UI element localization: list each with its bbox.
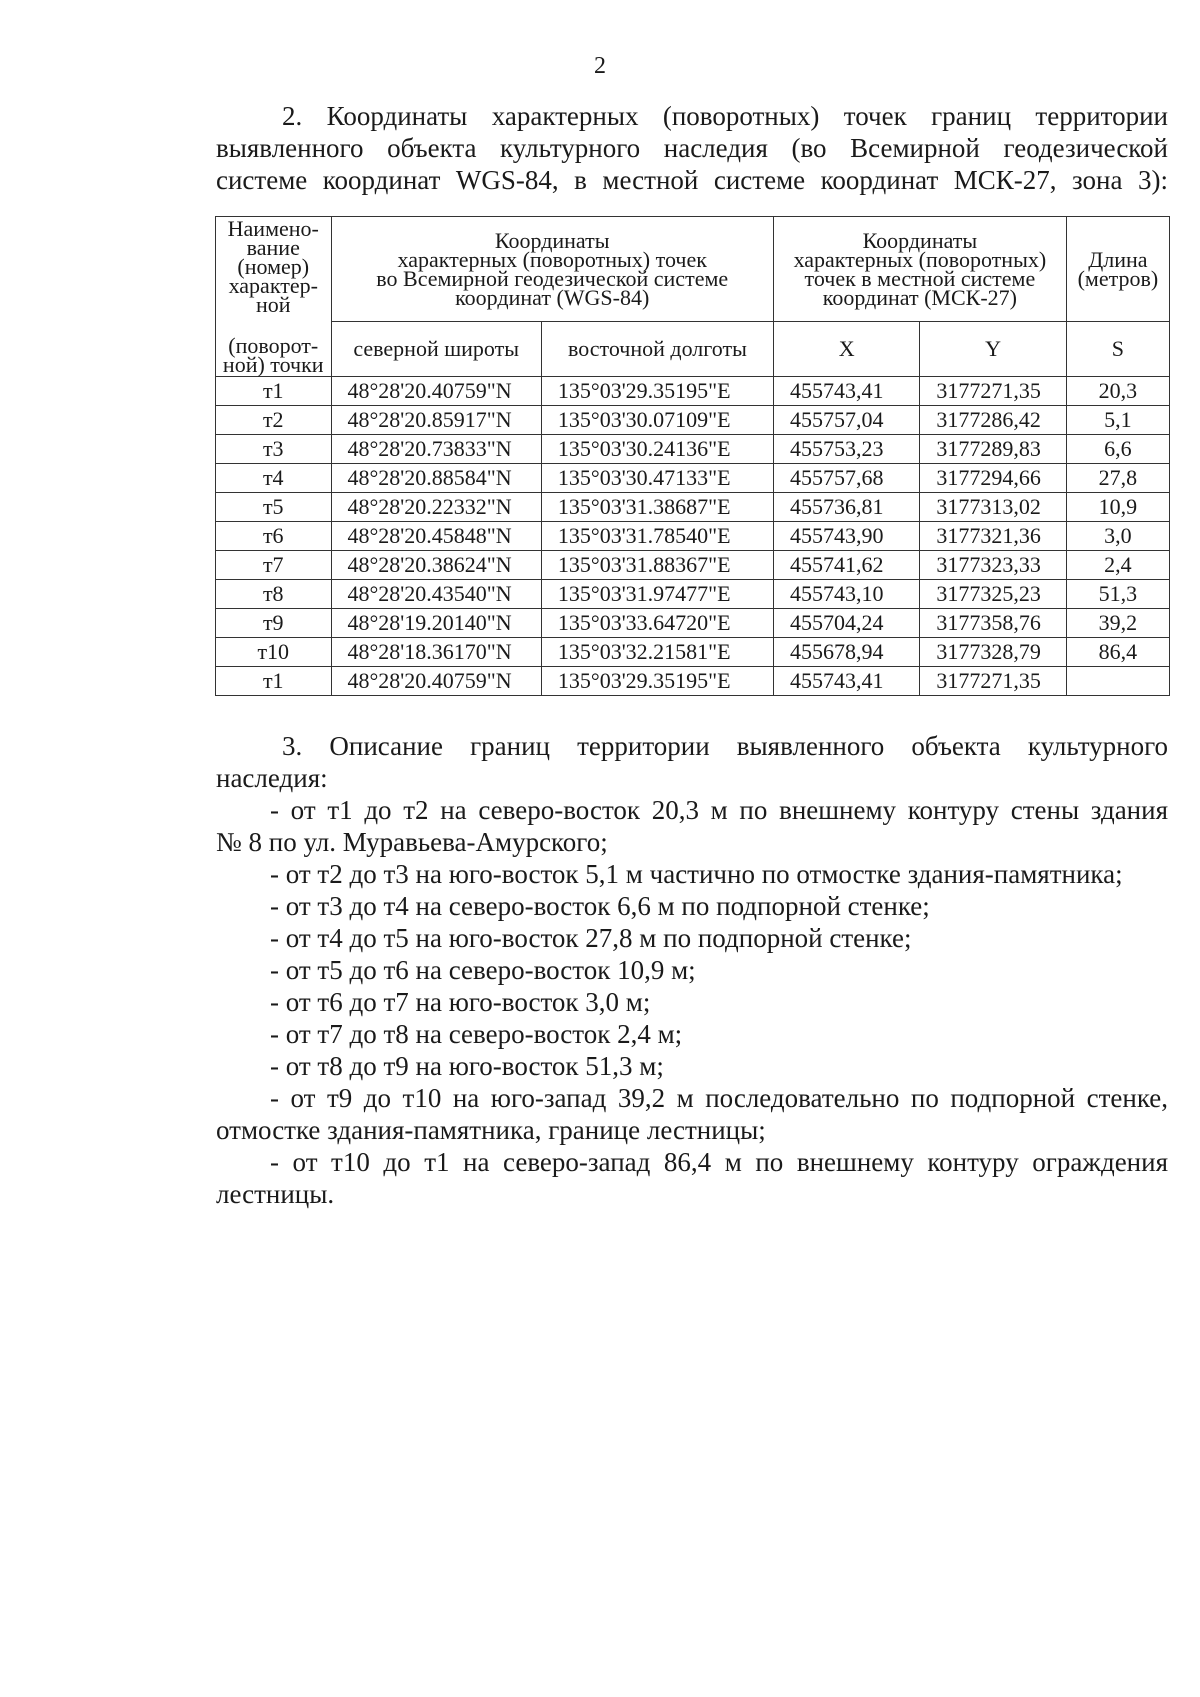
cell-point-name: т1	[216, 667, 332, 696]
cell-x: 455757,04	[773, 406, 919, 435]
cell-x: 455736,81	[773, 493, 919, 522]
header-msk-line: Координаты	[862, 227, 978, 253]
table-row	[216, 580, 1170, 609]
boundary-item: - от т1 до т2 на северо-восток 20,3 м по внешнему контуру стены здания	[270, 795, 1168, 825]
cell-point-name: т5	[216, 493, 332, 522]
table-row	[216, 522, 1170, 551]
cell-x: 455753,23	[773, 435, 919, 464]
cell-y: 3177289,83	[920, 435, 1066, 464]
header-name-line: вание	[246, 235, 300, 260]
coordinates-table	[215, 216, 1170, 696]
boundary-item: - от т4 до т5 на юго-восток 27,8 м по подпорной стенке;	[270, 923, 912, 953]
cell-y: 3177321,36	[920, 522, 1066, 551]
cell-x: 455743,41	[773, 377, 919, 406]
cell-point-name: т3	[216, 435, 332, 464]
cell-x: 455743,41	[773, 667, 919, 696]
section-2-line-2: выявленного объекта культурного наследия (во Всемирной геодезической	[216, 133, 1168, 163]
cell-latitude: 48°28'20.73833"N	[331, 435, 541, 464]
cell-longitude: 135°03'30.24136"E	[541, 435, 773, 464]
subheader-latitude: северной широты	[331, 321, 541, 376]
header-msk27	[773, 217, 1066, 322]
subheader-longitude: восточной долготы	[541, 321, 773, 376]
cell-length: 39,2	[1066, 609, 1169, 638]
header-name-line: Наимено-	[227, 216, 319, 241]
cell-x: 455741,62	[773, 551, 919, 580]
cell-x: 455704,24	[773, 609, 919, 638]
boundary-item: - от т10 до т1 на северо-запад 86,4 м по внешнему контуру ограждения	[270, 1147, 1168, 1177]
boundary-item: - от т7 до т8 на северо-восток 2,4 м;	[270, 1019, 683, 1049]
header-length-line: Длина	[1088, 246, 1148, 272]
boundary-item-continuation: отмостке здания-памятника, границе лестницы;	[216, 1115, 766, 1145]
table-row	[216, 551, 1170, 580]
cell-y: 3177325,23	[920, 580, 1066, 609]
cell-point-name: т9	[216, 609, 332, 638]
cell-y: 3177358,76	[920, 609, 1066, 638]
cell-length: 2,4	[1066, 551, 1169, 580]
header-length	[1066, 217, 1169, 322]
cell-length: 20,3	[1066, 377, 1169, 406]
cell-point-name: т1	[216, 377, 332, 406]
header-name-line: ной	[255, 292, 291, 317]
header-name-line: характер-	[228, 273, 318, 298]
table-subheader-row	[216, 321, 1170, 376]
cell-y: 3177313,02	[920, 493, 1066, 522]
cell-x: 455678,94	[773, 638, 919, 667]
section-2-line-3: системе координат WGS-84, в местной системе координат МСК-27, зона 3):	[216, 165, 1168, 195]
table-row	[216, 609, 1170, 638]
cell-latitude: 48°28'18.36170"N	[331, 638, 541, 667]
table-row	[216, 464, 1170, 493]
cell-length: 5,1	[1066, 406, 1169, 435]
header-point-name	[216, 217, 332, 377]
section-3-title-line-1: 3. Описание границ территории выявленного объекта культурного	[282, 731, 1168, 761]
cell-y: 3177328,79	[920, 638, 1066, 667]
cell-latitude: 48°28'20.22332"N	[331, 493, 541, 522]
table-row	[216, 493, 1170, 522]
boundary-item-continuation: лестницы.	[216, 1179, 335, 1209]
cell-y: 3177271,35	[920, 667, 1066, 696]
table-row	[216, 377, 1170, 406]
cell-point-name: т6	[216, 522, 332, 551]
header-name-line: (номер)	[237, 254, 310, 279]
cell-point-name: т4	[216, 464, 332, 493]
boundary-item: - от т2 до т3 на юго-восток 5,1 м частично по отмостке здания-памятника;	[270, 859, 1123, 889]
cell-length: 10,9	[1066, 493, 1169, 522]
header-name-line: (поворот-	[228, 333, 319, 358]
table-row	[216, 667, 1170, 696]
cell-longitude: 135°03'32.21581"E	[541, 638, 773, 667]
cell-y: 3177286,42	[920, 406, 1066, 435]
boundary-item-continuation: № 8 по ул. Муравьева-Амурского;	[216, 827, 608, 857]
boundary-item: - от т3 до т4 на северо-восток 6,6 м по подпорной стенке;	[270, 891, 930, 921]
cell-y: 3177323,33	[920, 551, 1066, 580]
table-header-row	[216, 217, 1170, 322]
cell-point-name: т7	[216, 551, 332, 580]
cell-x: 455757,68	[773, 464, 919, 493]
cell-latitude: 48°28'20.45848"N	[331, 522, 541, 551]
boundary-item: - от т9 до т10 на юго-запад 39,2 м последовательно по подпорной стенке,	[270, 1083, 1168, 1113]
header-wgs-line: во Всемирной геодезической системе	[376, 265, 729, 291]
cell-y: 3177294,66	[920, 464, 1066, 493]
header-wgs-line: характерных (поворотных) точек	[397, 246, 707, 272]
section-3-description	[216, 730, 1168, 1210]
cell-latitude: 48°28'20.88584"N	[331, 464, 541, 493]
cell-longitude: 135°03'31.97477"E	[541, 580, 773, 609]
header-wgs-line: Координаты	[494, 227, 610, 253]
cell-length: 27,8	[1066, 464, 1169, 493]
table-row	[216, 406, 1170, 435]
header-msk-line: координат (МСК-27)	[822, 284, 1017, 310]
section-3-title-line-2: наследия:	[216, 763, 328, 793]
boundary-item: - от т5 до т6 на северо-восток 10,9 м;	[270, 955, 696, 985]
cell-point-name: т10	[216, 638, 332, 667]
cell-latitude: 48°28'20.40759"N	[331, 667, 541, 696]
cell-latitude: 48°28'19.20140"N	[331, 609, 541, 638]
subheader-y: Y	[920, 321, 1066, 376]
cell-longitude: 135°03'31.38687"E	[541, 493, 773, 522]
header-msk-line: характерных (поворотных)	[793, 246, 1047, 272]
cell-length: 51,3	[1066, 580, 1169, 609]
cell-x: 455743,90	[773, 522, 919, 551]
cell-latitude: 48°28'20.40759"N	[331, 377, 541, 406]
cell-longitude: 135°03'33.64720"E	[541, 609, 773, 638]
cell-latitude: 48°28'20.85917"N	[331, 406, 541, 435]
subheader-x: X	[773, 321, 919, 376]
header-length-line: (метров)	[1077, 265, 1159, 291]
cell-longitude: 135°03'29.35195"E	[541, 667, 773, 696]
table-row	[216, 638, 1170, 667]
cell-x: 455743,10	[773, 580, 919, 609]
header-wgs-line: координат (WGS-84)	[455, 284, 650, 310]
cell-longitude: 135°03'29.35195"E	[541, 377, 773, 406]
page-number: 2	[594, 53, 606, 79]
cell-length: 86,4	[1066, 638, 1169, 667]
header-wgs84	[331, 217, 773, 322]
cell-longitude: 135°03'31.88367"E	[541, 551, 773, 580]
subheader-s: S	[1066, 321, 1169, 376]
cell-length	[1066, 667, 1169, 696]
cell-y: 3177271,35	[920, 377, 1066, 406]
cell-point-name: т2	[216, 406, 332, 435]
boundary-item: - от т6 до т7 на юго-восток 3,0 м;	[270, 987, 651, 1017]
header-msk-line: точек в местной системе	[804, 265, 1036, 291]
cell-length: 3,0	[1066, 522, 1169, 551]
cell-longitude: 135°03'31.78540"E	[541, 522, 773, 551]
cell-latitude: 48°28'20.43540"N	[331, 580, 541, 609]
boundary-item: - от т8 до т9 на юго-восток 51,3 м;	[270, 1051, 664, 1081]
table-row	[216, 435, 1170, 464]
cell-longitude: 135°03'30.07109"E	[541, 406, 773, 435]
cell-point-name: т8	[216, 580, 332, 609]
cell-latitude: 48°28'20.38624"N	[331, 551, 541, 580]
cell-length: 6,6	[1066, 435, 1169, 464]
header-name-line: ной) точки	[222, 352, 324, 377]
section-2-line-1: 2. Координаты характерных (поворотных) точек границ территории	[282, 101, 1168, 131]
cell-longitude: 135°03'30.47133"E	[541, 464, 773, 493]
